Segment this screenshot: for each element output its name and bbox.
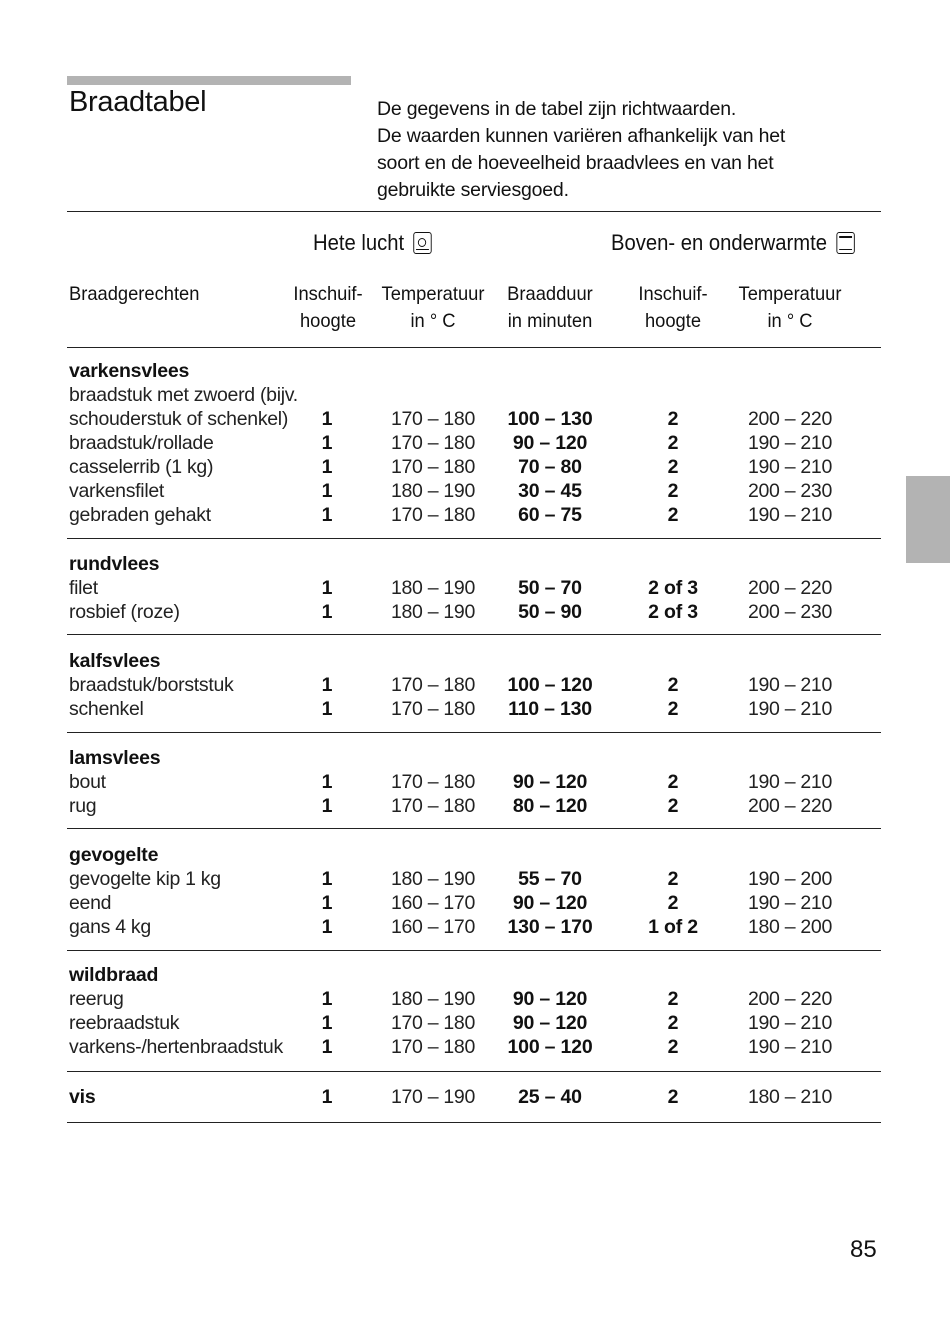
cell-tb-temp: 200 – 230 [747,601,833,623]
header-rule [67,347,881,348]
cell-ha-level: 1 [321,674,333,696]
cell-tb-level: 2 of 3 [648,601,698,623]
cell-tb-level: 2 [667,456,679,478]
fan-oven-icon [413,232,431,254]
cell-ha-temp: 180 – 190 [390,868,476,890]
cell-time: 25 – 40 [518,1086,582,1108]
cell-tb-temp: 180 – 210 [747,1086,833,1108]
col-header-line: Temperatuur [738,283,842,305]
group-heading: vis [69,1086,96,1108]
cell-ha-temp: 180 – 190 [390,601,476,623]
cell-ha-level: 1 [321,504,333,526]
cell-tb-level: 2 [667,432,679,454]
row-dish: braadstuk/borststuk [69,674,234,696]
cell-tb-temp: 200 – 220 [747,408,833,430]
cell-tb-temp: 190 – 210 [747,771,833,793]
row-dish: filet [69,577,98,599]
cell-tb-temp: 190 – 210 [747,456,833,478]
cell-tb-temp: 200 – 230 [747,480,833,502]
cell-ha-temp: 180 – 190 [390,988,476,1010]
cell-time: 80 – 120 [512,795,588,817]
top-bottom-heat-icon [836,232,854,254]
side-tab [906,476,950,563]
cell-ha-level: 1 [321,480,333,502]
cell-ha-level: 1 [321,432,333,454]
cell-ha-level: 1 [321,892,333,914]
cell-tb-temp: 200 – 220 [747,577,833,599]
row-dish: rosbief (roze) [69,601,180,623]
title-bar [67,76,351,85]
bottom-rule [67,1122,881,1123]
cell-ha-temp: 170 – 190 [390,1086,476,1108]
col-header-line: Inschuif- [293,283,363,305]
cell-tb-level: 2 [667,504,679,526]
intro-line: gebruikte serviesgoed. [377,179,569,201]
row-dish: casselerrib (1 kg) [69,456,214,478]
col-tb-level-header [625,281,721,335]
group-heading: wildbraad [69,964,159,986]
cell-tb-level: 2 [667,1012,679,1034]
group-divider [67,634,881,635]
cell-ha-temp: 170 – 180 [390,698,476,720]
cell-tb-temp: 190 – 200 [747,868,833,890]
row-dish: braadstuk/rollade [69,432,214,454]
cell-tb-temp: 190 – 210 [747,432,833,454]
cell-time: 50 – 90 [518,601,582,623]
group-divider [67,732,881,733]
cell-ha-level: 1 [321,408,333,430]
cell-time: 90 – 120 [512,1012,588,1034]
cell-ha-level: 1 [321,601,333,623]
cell-tb-level: 1 of 2 [648,916,698,938]
row-dish: varkensfilet [69,480,165,502]
cell-time: 130 – 170 [507,916,593,938]
group-divider [67,950,881,951]
cell-ha-temp: 170 – 180 [390,456,476,478]
cell-time: 90 – 120 [512,771,588,793]
cell-time: 60 – 75 [518,504,582,526]
cell-tb-temp: 200 – 220 [747,988,833,1010]
intro-line: De waarden kunnen variëren afhankelijk van het [377,125,786,147]
cell-ha-temp: 180 – 190 [390,577,476,599]
group-divider [67,1071,881,1072]
col-header-line: hoogte [299,310,357,332]
cell-time: 70 – 80 [518,456,582,478]
cell-tb-temp: 190 – 210 [747,1012,833,1034]
col-dish-header: Braadgerechten [69,283,200,305]
cell-ha-temp: 170 – 180 [390,408,476,430]
row-dish: varkens-/hertenbraadstuk [69,1036,283,1058]
cell-ha-level: 1 [321,795,333,817]
cell-time: 110 – 130 [508,698,592,720]
group-divider [67,828,881,829]
cell-tb-temp: 190 – 210 [747,698,833,720]
group-heading: rundvlees [69,553,160,575]
mode-top-bottom-header [611,230,855,256]
cell-ha-temp: 170 – 180 [390,1012,476,1034]
row-dish: schouderstuk of schenkel) [69,408,289,430]
cell-tb-temp: 180 – 200 [747,916,833,938]
cell-tb-level: 2 [667,674,679,696]
cell-time: 55 – 70 [518,868,582,890]
cell-tb-temp: 190 – 210 [747,892,833,914]
cell-ha-temp: 170 – 180 [390,771,476,793]
cell-ha-level: 1 [321,698,333,720]
col-ha-time-header [495,281,604,335]
row-dish: reerug [69,988,124,1010]
mode-hot-air-header [313,230,432,256]
cell-ha-temp: 170 – 180 [390,504,476,526]
cell-ha-level: 1 [321,1086,333,1108]
cell-ha-temp: 180 – 190 [390,480,476,502]
group-note: braadstuk met zwoerd (bijv. [69,384,298,406]
group-divider [67,538,881,539]
group-heading: lamsvlees [69,747,161,769]
cell-tb-level: 2 [667,771,679,793]
col-ha-temp-header [373,281,493,335]
cell-ha-temp: 170 – 180 [390,795,476,817]
top-rule [67,211,881,212]
col-header-line: in ° C [767,310,813,332]
cell-tb-level: 2 [667,868,679,890]
cell-tb-level: 2 [667,892,679,914]
cell-ha-level: 1 [321,1036,333,1058]
cell-tb-level: 2 of 3 [648,577,698,599]
group-heading: gevogelte [69,844,159,866]
cell-time: 90 – 120 [512,988,588,1010]
col-tb-temp-header [730,281,850,335]
cell-ha-level: 1 [321,771,333,793]
cell-ha-temp: 160 – 170 [390,892,476,914]
row-dish: rug [69,795,97,817]
row-dish: gans 4 kg [69,916,151,938]
cell-ha-level: 1 [321,916,333,938]
cell-ha-level: 1 [321,456,333,478]
mode-hot-air-label: Hete lucht [313,230,405,255]
cell-time: 90 – 120 [512,892,588,914]
cell-ha-level: 1 [321,577,333,599]
cell-time: 100 – 120 [507,1036,593,1058]
cell-ha-temp: 160 – 170 [390,916,476,938]
cell-tb-level: 2 [667,988,679,1010]
page-title: Braadtabel [69,86,207,118]
row-dish: bout [69,771,106,793]
col-header-line: Inschuif- [638,283,708,305]
cell-tb-temp: 190 – 210 [747,1036,833,1058]
cell-ha-level: 1 [321,988,333,1010]
row-dish: eend [69,892,112,914]
cell-tb-level: 2 [667,1036,679,1058]
cell-tb-level: 2 [667,480,679,502]
cell-time: 100 – 120 [507,674,593,696]
cell-time: 100 – 130 [507,408,593,430]
cell-time: 50 – 70 [518,577,582,599]
cell-ha-level: 1 [321,868,333,890]
col-header-line: in ° C [410,310,456,332]
cell-tb-level: 2 [667,795,679,817]
mode-top-bottom-label: Boven- en onderwarmte [611,230,828,255]
intro-line: De gegevens in de tabel zijn richtwaarden. [377,98,737,120]
group-heading: varkensvlees [69,360,190,382]
intro-line: soort en de hoeveelheid braadvlees en van het [377,152,774,174]
page-number: 85 [850,1236,877,1263]
row-dish: reebraadstuk [69,1012,180,1034]
col-header-line: in minuten [507,310,593,332]
cell-tb-level: 2 [667,408,679,430]
cell-tb-level: 2 [667,1086,679,1108]
intro-text [377,96,857,204]
cell-ha-level: 1 [321,1012,333,1034]
cell-time: 30 – 45 [518,480,582,502]
cell-tb-temp: 200 – 220 [747,795,833,817]
cell-tb-temp: 190 – 210 [747,674,833,696]
group-heading: kalfsvlees [69,650,161,672]
cell-ha-temp: 170 – 180 [390,1036,476,1058]
col-ha-level-header [280,281,376,335]
cell-ha-temp: 170 – 180 [390,674,476,696]
cell-ha-temp: 170 – 180 [390,432,476,454]
row-dish: schenkel [69,698,144,720]
row-dish: gebraden gehakt [69,504,211,526]
cell-tb-level: 2 [667,698,679,720]
col-header-line: Braadduur [507,283,593,305]
col-header-line: Temperatuur [381,283,485,305]
cell-time: 90 – 120 [512,432,588,454]
cell-tb-temp: 190 – 210 [747,504,833,526]
row-dish: gevogelte kip 1 kg [69,868,221,890]
col-header-line: hoogte [644,310,702,332]
